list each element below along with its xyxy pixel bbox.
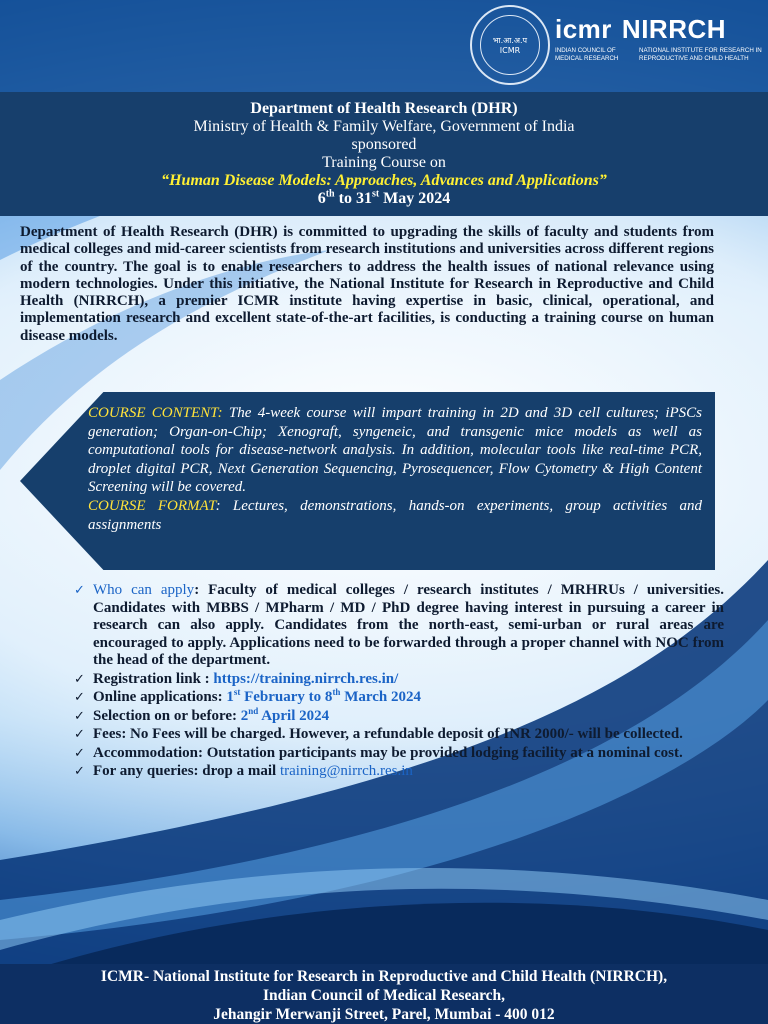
check-icon: ✓ [74, 708, 85, 724]
brand-nirrch-sub: NATIONAL INSTITUTE FOR RESEARCH IN REPRODUCTIVE AND CHILD HEALTH [639, 47, 762, 62]
selection-date: 2nd April 2024 [240, 705, 330, 724]
header-dept: Department of Health Research (DHR) [250, 100, 518, 117]
registration-link[interactable]: https://training.nirrch.res.in/ [213, 670, 399, 687]
logo-strip [0, 0, 768, 92]
course-format-text: : Lectures, demonstrations, hands-on experiments, group activities and assignments [88, 497, 702, 533]
header-training: Training Course on [322, 154, 446, 171]
list-item-queries: ✓ For any queries: drop a mail training@nirrch.res.in [74, 763, 413, 779]
check-icon: ✓ [74, 745, 85, 761]
list-item-selection: ✓ Selection on or before: 2nd April 2024 [74, 705, 330, 724]
header-band [0, 92, 768, 216]
check-icon: ✓ [74, 583, 85, 598]
details-list [74, 582, 724, 782]
list-item-online: ✓ Online applications: 1st February to 8th March 2024 [74, 687, 421, 705]
brand-logo [555, 14, 763, 63]
list-item-accommodation: ✓ Accommodation: Outstation participants may be provided lodging facility at a nominal cost. [74, 744, 683, 761]
icmr-seal-icon [470, 5, 550, 85]
query-email-link[interactable]: training@nirrch.res.in [279, 763, 413, 779]
brand-icmr: icmr [555, 14, 612, 44]
seal-top-text: भा.आ.अ.प [492, 36, 528, 45]
footer-address: Jehangir Merwanji Street, Parel, Mumbai - 400 012 [213, 1006, 555, 1023]
course-format-label: COURSE FORMAT [88, 497, 216, 514]
check-icon: ✓ [74, 671, 85, 687]
brand-nirrch: NIRRCH [621, 14, 727, 44]
list-item-registration: ✓ Registration link : https://training.nirrch.res.in/ [74, 670, 399, 687]
course-content-text: The 4-week course will impart training in 2D and 3D cell cultures; iPSCs generation; Organ-on-Chip; Xenograft, syngeneic, and transgenic mice models as well as computational tools for disease-network analysis. In addition, molecular tools like real-time PCR, droplet digital PCR, Next Generation Sequencing, Pyrosequencer, Flow Cytometry & High Content Screening will be covered. [88, 405, 703, 496]
course-dates: 6th to 31st May 2024 [317, 188, 451, 207]
list-item-fees: ✓ Fees: No Fees will be charged. However, a refundable deposit of INR 2000/- will be collected. [74, 726, 683, 742]
course-content-label: COURSE CONTENT: [88, 405, 223, 421]
check-icon: ✓ [74, 764, 85, 779]
footer-band [0, 964, 768, 1024]
who-label: Who can apply [93, 582, 195, 598]
header-ministry: Ministry of Health & Family Welfare, Government of India [193, 118, 575, 135]
footer-council: Indian Council of Medical Research, [262, 987, 506, 1004]
brand-icmr-sub: INDIAN COUNCIL OF MEDICAL RESEARCH [555, 47, 619, 62]
check-icon: ✓ [74, 690, 85, 705]
header-sponsored: sponsored [351, 136, 417, 153]
check-icon: ✓ [74, 727, 85, 742]
seal-bottom-text: ICMR [499, 46, 521, 55]
footer-institute: ICMR- National Institute for Research in Reproductive and Child Health (NIRRCH), [100, 968, 668, 985]
intro-paragraph: Department of Health Research (DHR) is committed to upgrading the skills of faculty and students from medical colleges and mid-career scientists from research institutions and universities across different regions of the country. The goal is to enable researchers to address the health issues of national relevance using modern technologies. Under this initiative, the National Institute for Research in Reproductive and Child Health (NIRRCH), a premier ICMR institute having expertise in basic, clinical, operational, and implementation research and excellent state-of-the-art facilities, is conducting a training course on human disease models. [20, 224, 714, 344]
online-dates: 1st February to 8th March 2024 [226, 687, 421, 705]
course-title: “Human Disease Models: Approaches, Advances and Applications” [161, 172, 607, 189]
course-banner [20, 392, 715, 570]
list-item-who: ✓ Who can apply: Faculty of medical colleges / research institutes / MRHRUs / universities. Candidates with MBBS / MPharm / MD / PhD degree having interest in pursuing a career in research can also apply. Candidates from the north-east, semi-urban or rural areas are encouraged to apply. Applications need to be forwarded through a proper channel with NOC from the head of the department. [74, 582, 724, 668]
course-banner-text [88, 404, 702, 534]
